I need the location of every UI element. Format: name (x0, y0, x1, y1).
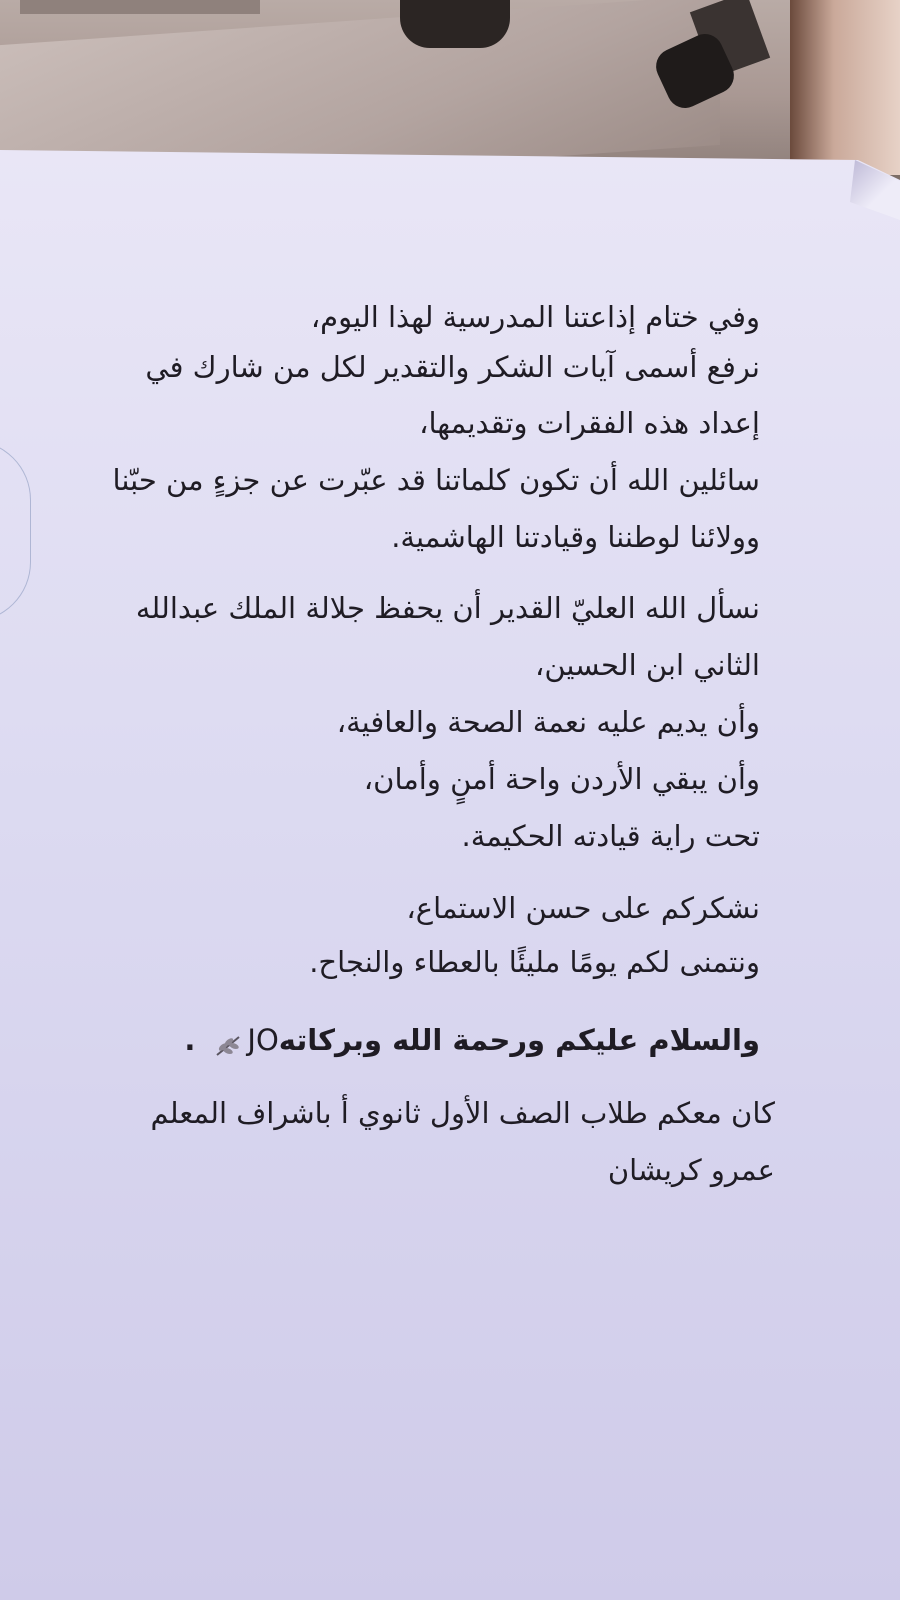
text-line: نسأل الله العليّ القدير أن يحفظ جلالة الملك عبدالله (135, 591, 760, 625)
teacher-name: عمرو كريشان (607, 1153, 775, 1187)
jo-mark: JO (247, 1023, 279, 1057)
text-line: وولائنا لوطننا وقيادتنا الهاشمية. (391, 520, 760, 554)
credit-line: كان معكم طلاب الصف الأول ثانوي أ باشراف المعلم (150, 1096, 775, 1130)
text-line: سائلين الله أن تكون كلماتنا قد عبّرت عن جزءٍ من حبّنا (112, 463, 760, 497)
text-line: وفي ختام إذاعتنا المدرسية لهذا اليوم، (310, 300, 760, 334)
text-line: الثاني ابن الحسين، (534, 648, 760, 682)
olive-branch-icon (213, 1029, 243, 1055)
text-line: وأن يبقي الأردن واحة أمنٍ وأمان، (363, 762, 760, 796)
text-line: إعداد هذه الفقرات وتقديمها، (419, 406, 760, 440)
text-line: نشكركم على حسن الاستماع، (406, 891, 760, 925)
text-line: تحت راية قيادته الحكيمة. (461, 819, 760, 853)
text-line: نرفع أسمى آيات الشكر والتقدير لكل من شارك في (145, 350, 760, 384)
text-line: وأن يديم عليه نعمة الصحة والعافية، (336, 705, 760, 739)
end-dot: . (184, 1023, 196, 1057)
text-line: ونتمنى لكم يومًا مليئًا بالعطاء والنجاح. (309, 945, 760, 979)
closing-text: والسلام عليكم ورحمة الله وبركاته (278, 1023, 760, 1057)
closing-line (184, 1020, 760, 1060)
